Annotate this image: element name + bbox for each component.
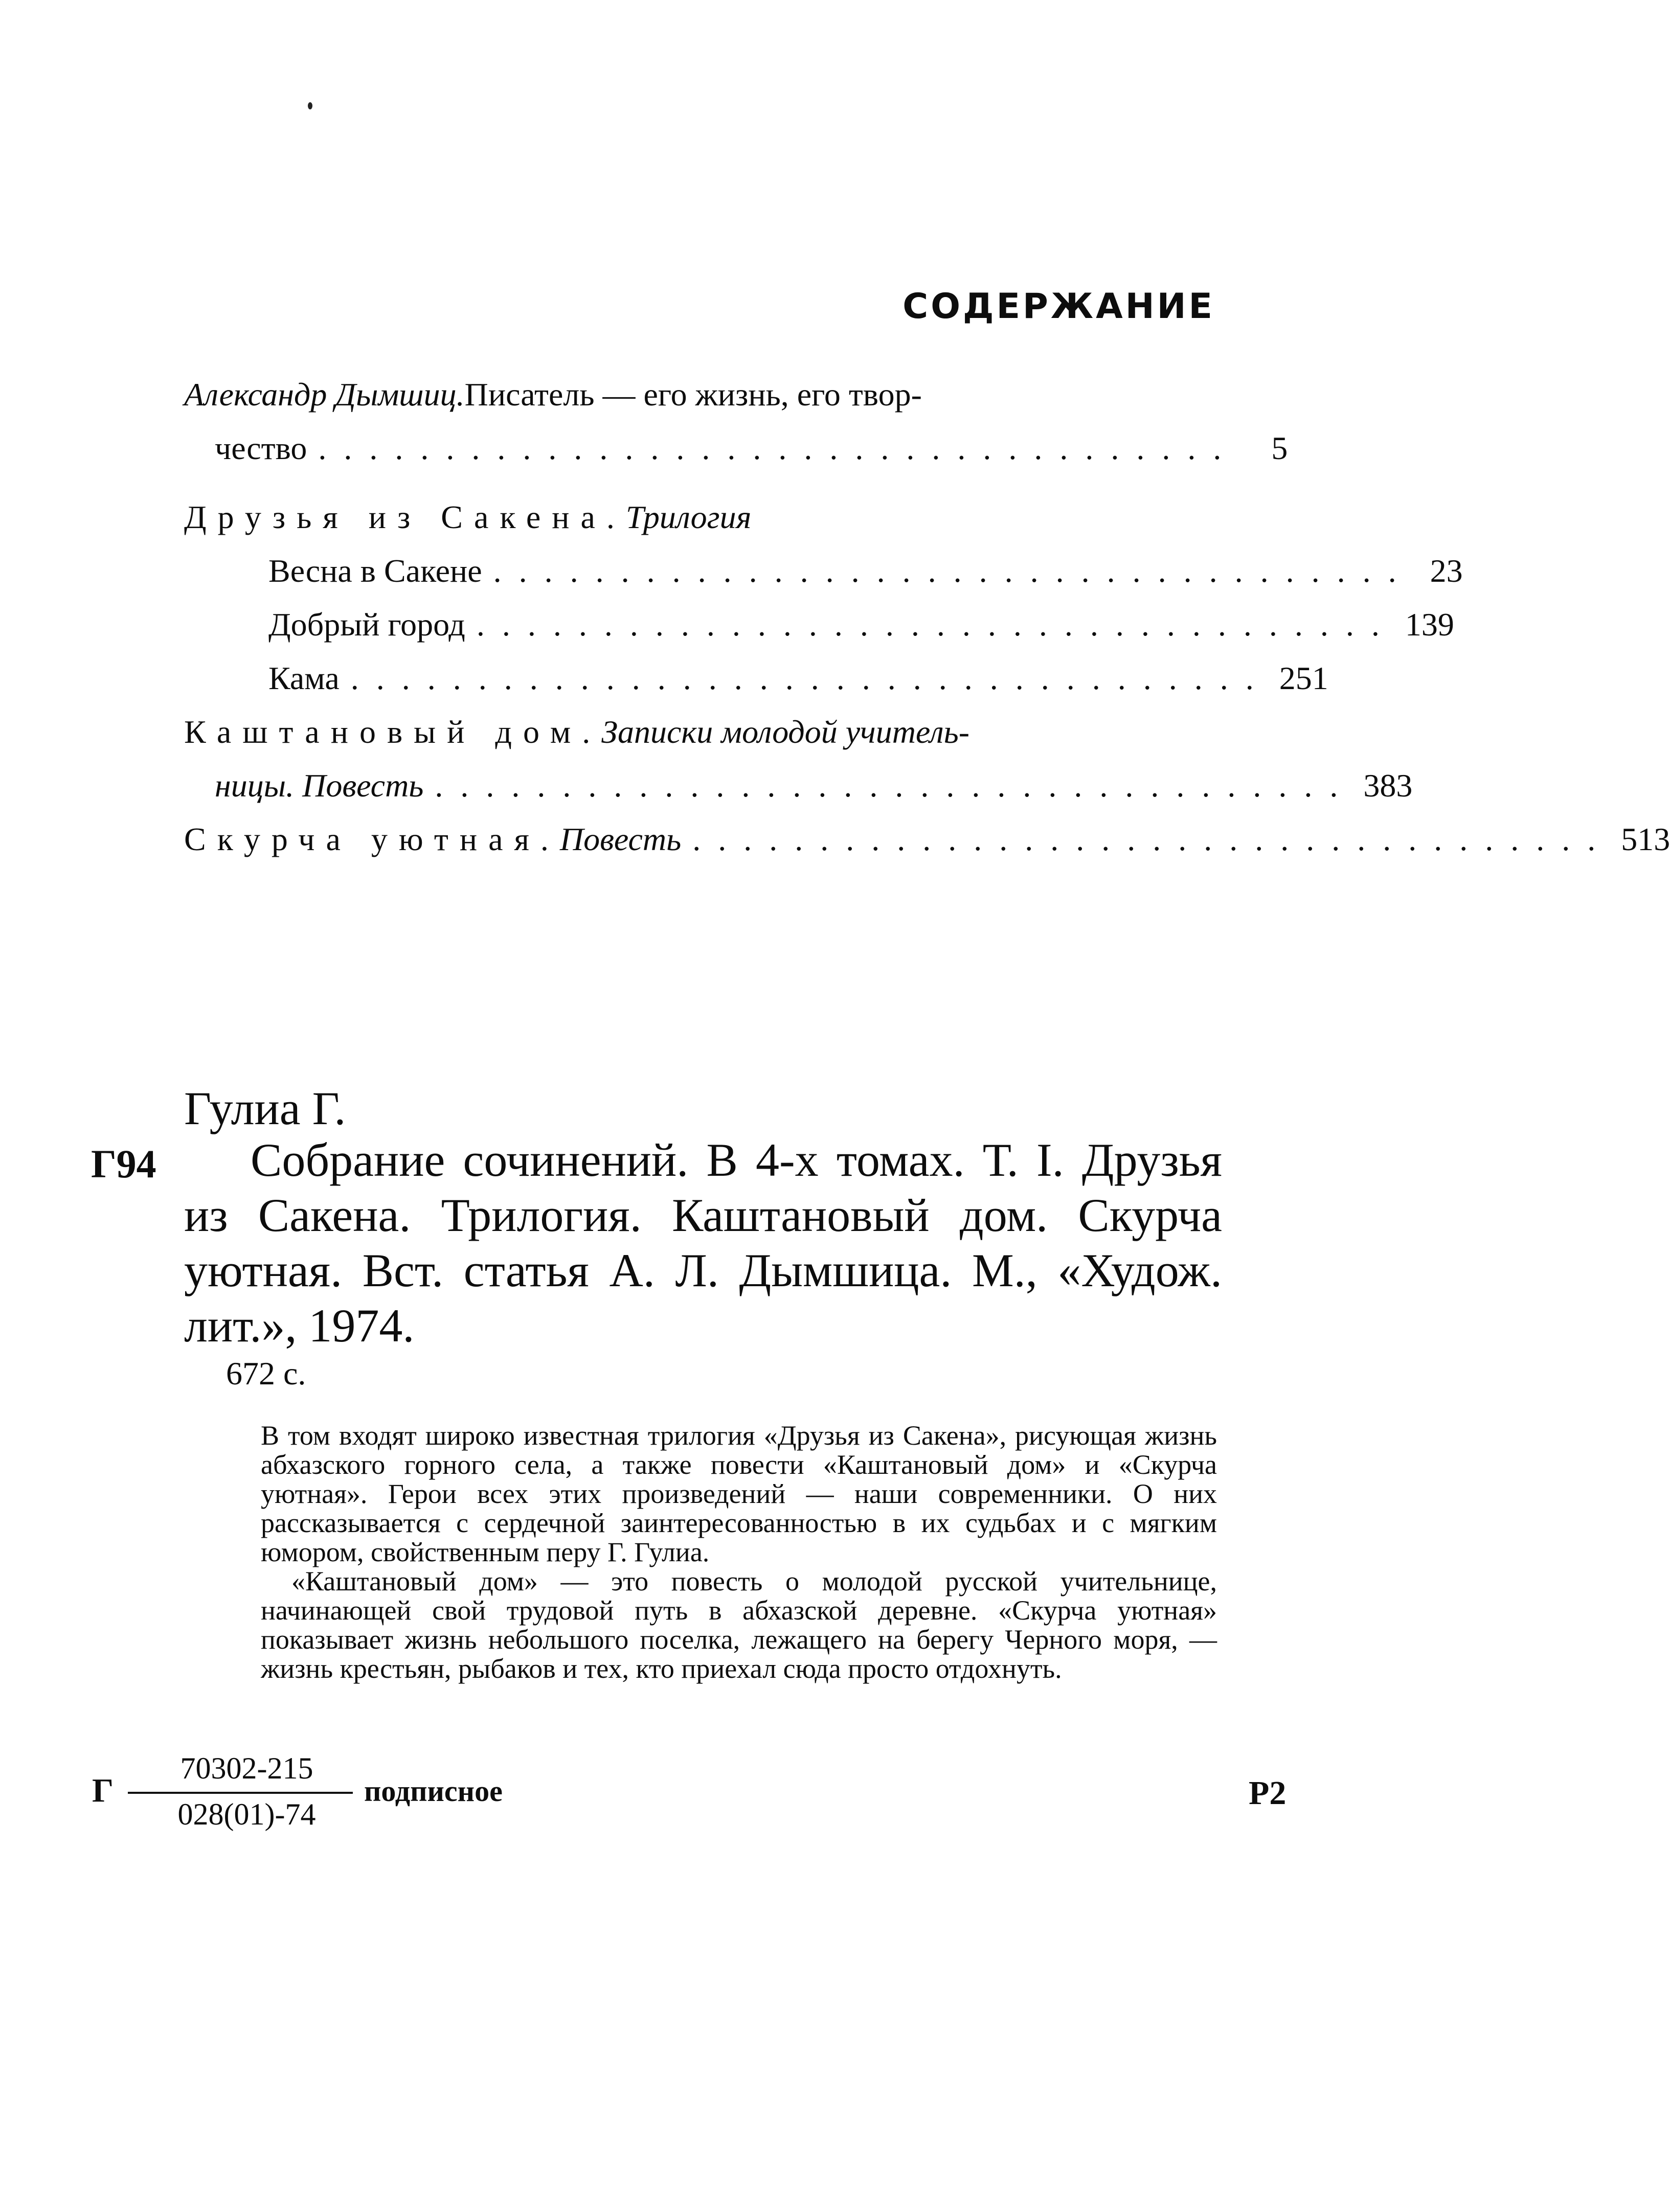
toc-entry-6 bbox=[184, 713, 1217, 762]
catalog-letter: Г bbox=[92, 1772, 114, 1809]
toc-entry-genre: Записки молодой учитель- bbox=[601, 714, 970, 750]
catalog-numerator: 70302-215 bbox=[180, 1751, 313, 1785]
toc-leader-dots: .................................... bbox=[318, 430, 1239, 466]
catalog-label: подписное bbox=[364, 1774, 503, 1808]
toc-entry-7 bbox=[184, 820, 1670, 870]
toc-leader-dots: .................................... bbox=[435, 767, 1356, 804]
bib-author: Гулиа Г. bbox=[184, 1082, 346, 1134]
toc-entry-5 bbox=[268, 659, 1328, 709]
toc-entry-author: Александр Дымшиц. bbox=[184, 376, 465, 413]
catalog-denominator: 028(01)-74 bbox=[177, 1797, 316, 1831]
toc-title: СОДЕРЖАНИЕ bbox=[902, 286, 1215, 327]
bib-pages: 672 с. bbox=[226, 1355, 306, 1392]
toc-entry-genre: Повесть bbox=[559, 821, 682, 857]
annotation-paragraph-2: «Каштановый дом» — это повесть о молодой русской учительнице, начинающей свой трудовой путь в абхазской деревне. «Скурча уютная» показывает жизнь небольшого поселка, лежащего на берегу Черного моря, — жизнь крестьян, рыбаков и тех, кто приехал сюда просто отдохнуть. bbox=[261, 1566, 1217, 1684]
catalog-fraction-bar bbox=[128, 1792, 353, 1794]
toc-entry-1-cont bbox=[215, 429, 1288, 478]
toc-entry-genre: Трилогия bbox=[625, 499, 752, 535]
toc-leader-dots: .................................... bbox=[493, 553, 1414, 589]
bib-description: Собрание сочинений. В 4-х томах. Т. I. Друзья из Сакена. Трилогия. Каштановый дом. Скурча уютная. Вст. статья А. Л. Дымшица. М., «Худож. лит.», 1974. bbox=[184, 1134, 1222, 1352]
toc-entry-1 bbox=[184, 376, 1217, 425]
toc-page-number: 383 bbox=[1363, 767, 1413, 804]
toc-entry-6-cont bbox=[215, 767, 1413, 816]
catalog-class: Р2 bbox=[1249, 1774, 1287, 1812]
print-speck bbox=[308, 102, 312, 109]
toc-page-number: 139 bbox=[1405, 606, 1454, 643]
toc-entry-title: Добрый город bbox=[268, 606, 465, 643]
bib-index: Г94 bbox=[91, 1142, 156, 1186]
toc-entry-title-cont: чество bbox=[215, 430, 307, 466]
toc-page-number: 251 bbox=[1279, 660, 1328, 696]
toc-page-number: 5 bbox=[1271, 430, 1288, 466]
toc-leader-dots: .................................... bbox=[476, 606, 1397, 643]
toc-leader-dots: .................................... bbox=[350, 660, 1271, 696]
toc-entry-3 bbox=[268, 552, 1463, 601]
toc-page-number: 513 bbox=[1621, 821, 1670, 857]
toc-leader-dots: .................................... bbox=[692, 821, 1613, 857]
toc-page-number: 23 bbox=[1430, 553, 1463, 589]
toc-entry-genre-cont: ницы. Повесть bbox=[215, 767, 424, 804]
toc-entry-title: Весна в Сакене bbox=[268, 553, 482, 589]
toc-entry-title: Писатель — его жизнь, его твор- bbox=[464, 376, 922, 413]
toc-entry-spaced-title: Друзья из Сакена. bbox=[184, 499, 626, 535]
toc-entry-2 bbox=[184, 498, 1217, 548]
annotation-paragraph-1: В том входят широко известная трилогия «Друзья из Сакена», рисующая жизнь абхазского горного села, а также повести «Каштановый дом» и «Скурча уютная». Герои всех этих произведений — наши современники. О них рассказывается с сердечной заинтересованностью в их судьбах и с мягким юмором, свойственным перу Г. Гулиа. bbox=[261, 1420, 1217, 1567]
toc-entry-4 bbox=[268, 606, 1454, 655]
toc-entry-spaced-title: Скурча уютная. bbox=[184, 821, 560, 857]
toc-entry-title: Кама bbox=[268, 660, 340, 696]
annotation bbox=[261, 1421, 1217, 1683]
toc-entry-spaced-title: Каштановый дом. bbox=[184, 714, 602, 750]
